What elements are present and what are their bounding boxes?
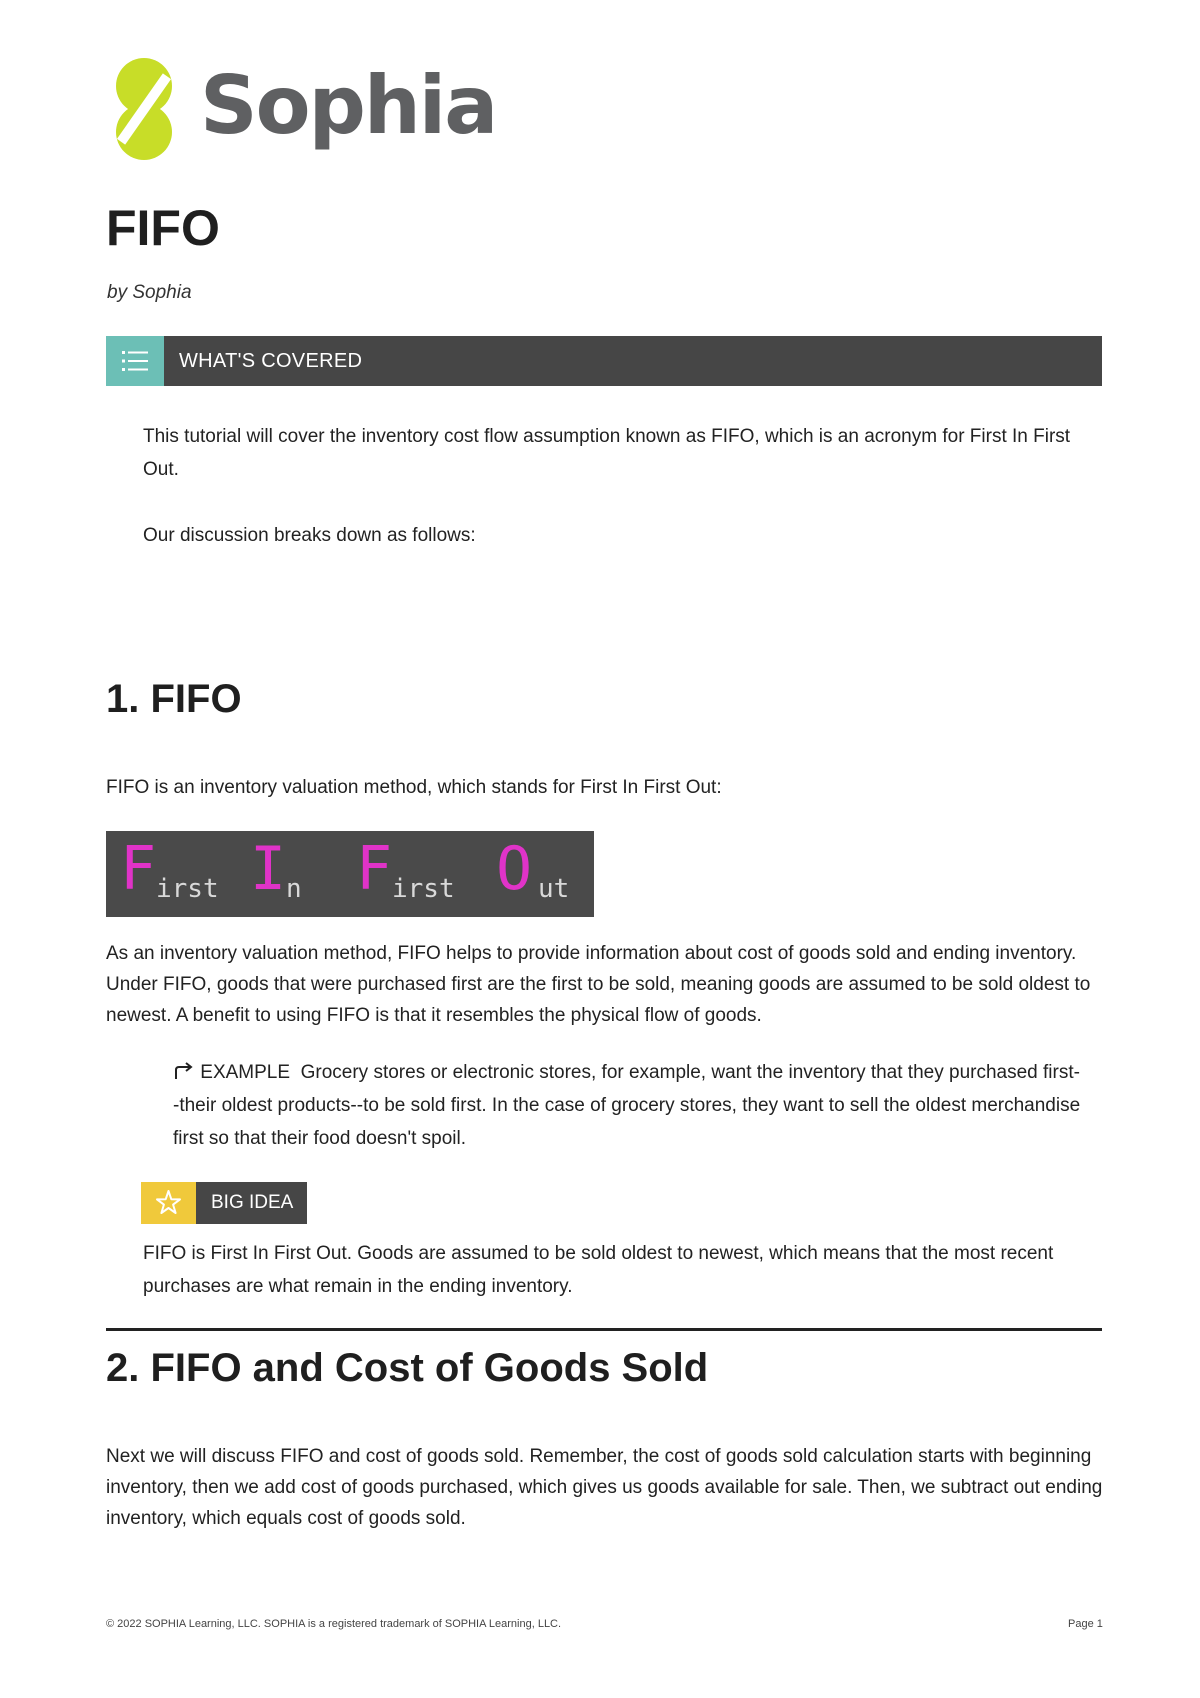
- document-title: FIFO: [106, 200, 220, 256]
- image-word-rest: n: [286, 874, 302, 904]
- big-idea-banner: [141, 1182, 307, 1224]
- image-word-rest: irst: [156, 874, 219, 904]
- first-in-first-out-image: [106, 831, 594, 917]
- big-idea-text: FIFO is First In First Out. Goods are assumed to be sold oldest to newest, which means that the most recent purchases are what remain in the ending inventory.: [143, 1243, 1054, 1297]
- intro-paragraph: This tutorial will cover the inventory cost flow assumption known as FIFO, which is an acronym for First In First Out.: [143, 426, 1071, 480]
- arrow-icon: [173, 1062, 195, 1080]
- image-initial: I: [250, 834, 287, 904]
- sophia-logo-mark-icon: [104, 56, 184, 162]
- section-divider: [106, 1328, 1102, 1331]
- section-heading-fifo: 1. FIFO: [106, 677, 242, 721]
- sophia-logo-wordmark: Sophia: [200, 59, 497, 152]
- outline-intro: Our discussion breaks down as follows:: [143, 525, 476, 546]
- footer-copyright: © 2022 SOPHIA Learning, LLC. SOPHIA is a registered trademark of SOPHIA Learning, LLC.: [106, 1618, 562, 1630]
- whats-covered-banner: [106, 336, 1102, 386]
- image-initial: F: [356, 834, 393, 904]
- fifo-definition: FIFO is an inventory valuation method, which stands for First In First Out:: [106, 777, 722, 798]
- cogs-paragraph: Next we will discuss FIFO and cost of goods sold. Remember, the cost of goods sold calculation starts with beginning inventory, then we add cost of goods purchased, which gives us goods available for sale. Then, we subtract out ending inventory, which equals cost of goods sold.: [106, 1446, 1103, 1529]
- example-callout: [173, 1056, 1083, 1155]
- fifo-explanation: As an inventory valuation method, FIFO helps to provide information about cost of goods sold and ending inventory. Under FIFO, goods that were purchased first are the first to be sold, meaning goods are assumed to be sold oldest to newest. A benefit to using FIFO is that it resembles the physical flow of goods.: [106, 943, 1091, 1026]
- section-heading-fifo-cogs: 2. FIFO and Cost of Goods Sold: [106, 1346, 709, 1390]
- example-text: Grocery stores or electronic stores, for example, want the inventory that they purchased first--their oldest products--to be sold first. In the case of grocery stores, they want to sell the oldest merchandise first so that their food doesn't spoil.: [173, 1062, 1081, 1149]
- big-idea-label: BIG IDEA: [211, 1192, 294, 1213]
- sophia-logo: [104, 56, 524, 162]
- list-icon: [106, 336, 164, 386]
- footer-page-number: Page 1: [1068, 1618, 1103, 1630]
- image-initial: O: [496, 834, 533, 904]
- image-word-rest: ut: [538, 874, 570, 904]
- image-initial: F: [120, 834, 157, 904]
- image-word-rest: irst: [392, 874, 455, 904]
- example-label: EXAMPLE: [200, 1062, 291, 1083]
- star-icon: [141, 1182, 196, 1224]
- whats-covered-label: WHAT'S COVERED: [179, 350, 363, 372]
- byline: by Sophia: [107, 282, 192, 303]
